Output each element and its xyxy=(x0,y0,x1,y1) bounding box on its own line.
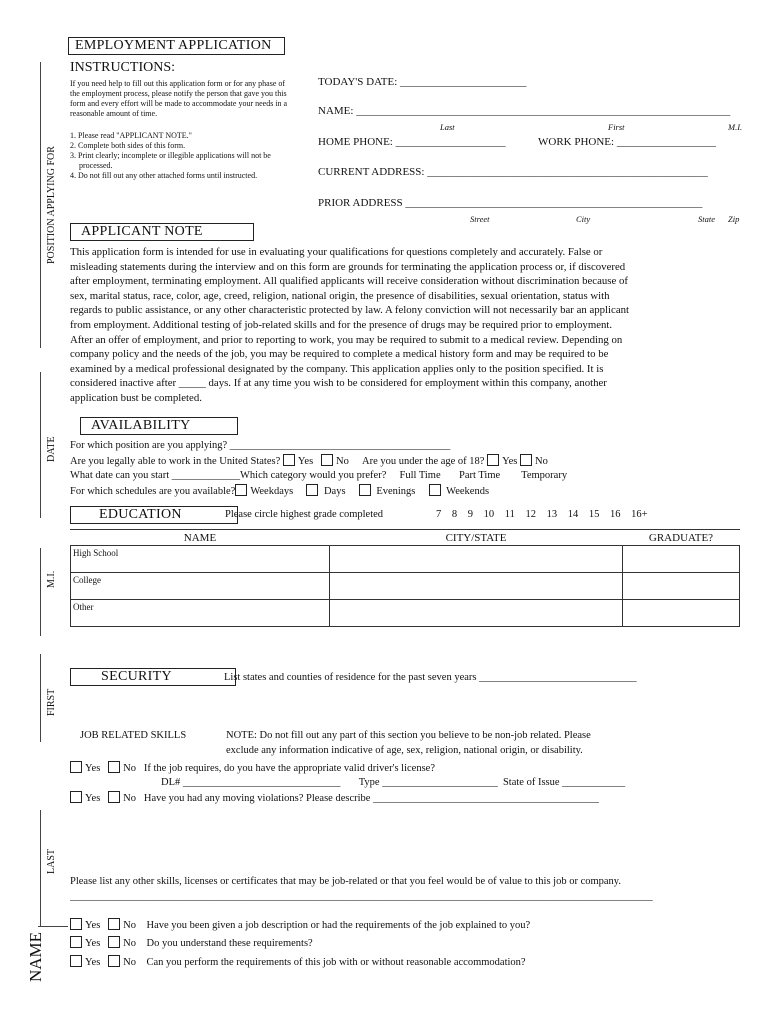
instructions-paragraph: If you need help to fill out this application form or for any phase of the employment process, please notify the person that gave you this form and every effort will be made to accommodate your needs in a reasonable amount of time. xyxy=(70,79,288,118)
education-instruction: Please circle highest grade completed xyxy=(225,509,384,520)
note-line: examined by a medical professional designated by the company. This application applies only to the position specified. It is xyxy=(70,362,604,375)
dl-row xyxy=(161,776,625,789)
license-no-checkbox[interactable] xyxy=(108,761,120,773)
grade-option[interactable]: 16 xyxy=(610,509,621,520)
cell-grad[interactable] xyxy=(623,545,740,572)
type-field[interactable]: Type ______________________ xyxy=(358,777,498,788)
legal-yes-checkbox[interactable] xyxy=(283,454,295,466)
note-line: application bust be completed. xyxy=(70,391,202,404)
page-title: EMPLOYMENT APPLICATION xyxy=(68,37,285,55)
note-line: company policy and the needs of the job, you may be required to complete a medical history form and may be required to be xyxy=(70,348,609,361)
availability-heading: AVAILABILITY xyxy=(80,417,238,435)
name-sub-mi: M.I. xyxy=(728,122,743,132)
understand-yes-label: Yes xyxy=(85,938,101,949)
note-line: misleading statements during the interview and on this form are grounds for terminating the application process or, if discovered xyxy=(70,260,626,273)
grade-option[interactable]: 11 xyxy=(504,509,515,520)
education-top-rule xyxy=(70,529,740,530)
license-no-label: No xyxy=(123,763,136,774)
moving-yes-checkbox[interactable] xyxy=(70,791,82,803)
note-line: after employment, terminating employment. All qualified applicants will receive consideration without discrimination because of xyxy=(70,275,628,288)
perform-no-label: No xyxy=(123,957,136,968)
note-line: After an offer of employment, and prior to reporting to work, you may be required to submit to a medical review. Depending on xyxy=(70,333,623,346)
last-label: LAST xyxy=(46,849,57,874)
age-no-label: No xyxy=(534,456,548,467)
date-label: DATE xyxy=(46,436,57,462)
instruction-steps xyxy=(70,131,305,181)
state-issue-field[interactable]: State of Issue ____________ xyxy=(502,777,626,788)
step-4: 4. Do not fill out any other attached forms until instructed. xyxy=(70,171,258,180)
description-no-label: No xyxy=(123,920,136,931)
addr-sub-street: Street xyxy=(470,214,490,224)
step-1: 1. Please read "APPLICANT NOTE." xyxy=(70,131,192,140)
grade-option[interactable]: 7 xyxy=(436,509,442,520)
grade-option[interactable]: 15 xyxy=(588,509,600,520)
row-label-other[interactable]: Other xyxy=(71,599,330,626)
understand-yes-checkbox[interactable] xyxy=(70,936,82,948)
legal-no-label: No xyxy=(336,456,349,467)
age-question: Are you under the age of 18? xyxy=(362,456,485,467)
license-row xyxy=(70,761,435,775)
security-heading: SECURITY xyxy=(70,668,236,686)
cell-city[interactable] xyxy=(330,572,623,599)
understand-no-label: No xyxy=(123,938,136,949)
legal-yes-label: Yes xyxy=(297,456,314,467)
margin-line-first xyxy=(40,654,41,742)
perform-question: Can you perform the requirements of this job with or without reasonable accommodation? xyxy=(146,957,526,968)
instructions-heading: INSTRUCTIONS: xyxy=(70,60,176,75)
legal-row xyxy=(70,454,548,468)
grade-option[interactable]: 8 xyxy=(451,509,458,520)
description-yes-label: Yes xyxy=(85,920,101,931)
grade-option[interactable]: 10 xyxy=(483,509,495,520)
evenings-checkbox[interactable] xyxy=(359,484,371,496)
note-line: regards to public assistance, or any other characteristic protected by law. A felony conviction will not necessarily bar an applicant xyxy=(70,304,630,317)
security-instruction[interactable]: List states and counties of residence for the past seven years ______________________________ xyxy=(224,672,637,683)
moving-yes-label: Yes xyxy=(85,793,101,804)
margin-line-position xyxy=(40,62,41,348)
step-2: 2. Complete both sides of this form. xyxy=(70,141,186,150)
category-question: Which category would you prefer? xyxy=(240,470,387,481)
other-skills-line[interactable]: _______________________________________________________________________________________________________________ xyxy=(70,891,653,902)
note-line: considered inactive after _____ days. If at any time you wish to be considered for employment within this company, another xyxy=(70,377,607,390)
understand-no-checkbox[interactable] xyxy=(108,936,120,948)
grade-option[interactable]: 16+ xyxy=(631,509,648,520)
full-time-option[interactable]: Full Time xyxy=(399,470,441,481)
cell-grad[interactable] xyxy=(623,572,740,599)
position-applying-label: POSITION APPLYING FOR xyxy=(46,146,57,264)
cell-grad[interactable] xyxy=(623,599,740,626)
schedule-row xyxy=(70,484,489,498)
table-row xyxy=(71,599,740,626)
note-line: from employment. Additional testing of job-related skills and for the presence of drugs may be required prior to employment. xyxy=(70,318,613,331)
moving-no-checkbox[interactable] xyxy=(108,791,120,803)
first-label: FIRST xyxy=(46,688,57,716)
understand-question: Do you understand these requirements? xyxy=(146,938,313,949)
perform-yes-label: Yes xyxy=(85,957,101,968)
skills-note-2: exclude any information indicative of age, sex, religion, national origin, or disability. xyxy=(226,745,583,756)
applicant-note-heading: APPLICANT NOTE xyxy=(70,223,254,241)
name-underline xyxy=(38,926,68,927)
grade-option[interactable]: 12 xyxy=(525,509,536,520)
col-name: NAME xyxy=(183,531,217,544)
position-question[interactable]: For which position are you applying? __________________________________________ xyxy=(70,440,451,451)
applicant-note-text xyxy=(70,245,740,406)
todays-date-field[interactable]: TODAY'S DATE: _______________________ xyxy=(318,76,527,88)
cell-city[interactable] xyxy=(330,599,623,626)
education-table xyxy=(70,531,740,627)
start-row xyxy=(70,469,567,482)
addr-sub-state: State xyxy=(698,214,715,224)
age-yes-checkbox[interactable] xyxy=(487,454,499,466)
legal-no-checkbox[interactable] xyxy=(321,454,333,466)
margin-line-last xyxy=(40,810,41,926)
mi-label: M.I. xyxy=(46,570,57,588)
skills-heading: JOB RELATED SKILLS xyxy=(80,730,187,741)
note-line: sex, marital status, race, color, age, creed, religion, national origin, the presence of disabilities, sexual orientation, status with xyxy=(70,289,610,302)
moving-question[interactable]: Have you had any moving violations? Please describe ___________________________________________ xyxy=(143,793,599,804)
education-heading: EDUCATION xyxy=(70,506,238,524)
addr-sub-city: City xyxy=(576,214,591,224)
days-label: Days xyxy=(323,486,346,497)
weekdays-label: Weekdays xyxy=(250,486,294,497)
weekdays-checkbox[interactable] xyxy=(235,484,247,496)
step-3-cont: processed. xyxy=(79,161,113,170)
dl-field[interactable]: DL# ______________________________ xyxy=(161,777,341,788)
table-row xyxy=(71,545,740,572)
name-sub-first: First xyxy=(608,122,625,132)
days-checkbox[interactable] xyxy=(306,484,318,496)
evenings-label: Evenings xyxy=(376,486,416,497)
cell-city[interactable] xyxy=(330,545,623,572)
note-line: This application form is intended for use in evaluating your qualifications for questions completely and accurately. False or xyxy=(70,246,603,258)
name-field[interactable]: NAME: ____________________________________________________________________ xyxy=(318,105,731,117)
moving-no-label: No xyxy=(123,793,136,804)
row-label-highschool[interactable]: High School xyxy=(71,545,330,572)
margin-line-date xyxy=(40,372,41,518)
schedule-question: For which schedules are you available? xyxy=(70,486,236,497)
current-address-field[interactable]: CURRENT ADDRESS: ___________________________________________________ xyxy=(318,166,708,178)
table-row xyxy=(71,572,740,599)
home-phone-field[interactable]: HOME PHONE: ____________________ xyxy=(318,136,506,148)
temporary-option[interactable]: Temporary xyxy=(521,470,568,481)
license-yes-checkbox[interactable] xyxy=(70,761,82,773)
age-no-checkbox[interactable] xyxy=(520,454,532,466)
license-yes-label: Yes xyxy=(85,763,101,774)
name-sub-last: Last xyxy=(440,122,455,132)
age-yes-label: Yes xyxy=(502,456,518,467)
step-3: 3. Print clearly; incomplete or illegible applications will not be xyxy=(70,151,271,160)
grade-option[interactable]: 14 xyxy=(567,509,579,520)
other-skills-question: Please list any other skills, licenses or certificates that may be job-related or that you feel would be of value to this job or company. xyxy=(70,876,621,887)
part-time-option[interactable]: Part Time xyxy=(459,470,501,481)
addr-sub-zip: Zip xyxy=(728,214,740,224)
description-no-checkbox[interactable] xyxy=(108,918,120,930)
col-grad: GRADUATE? xyxy=(648,531,714,544)
grade-option[interactable]: 13 xyxy=(546,509,558,520)
description-question: Have you been given a job description or had the requirements of the job explained to you? xyxy=(146,920,531,931)
weekends-checkbox[interactable] xyxy=(429,484,441,496)
perform-no-checkbox[interactable] xyxy=(108,955,120,967)
moving-row xyxy=(70,791,599,805)
grade-options xyxy=(436,508,648,521)
perform-row xyxy=(70,955,526,969)
description-row xyxy=(70,918,530,932)
legal-question: Are you legally able to work in the United States? xyxy=(70,456,281,467)
start-question[interactable]: What date can you start _____________ xyxy=(70,470,240,481)
prior-address-field[interactable]: PRIOR ADDRESS ______________________________________________________ xyxy=(318,197,703,209)
row-label-college[interactable]: College xyxy=(71,572,330,599)
col-city: CITY/STATE xyxy=(445,531,507,544)
skills-note-1: NOTE: Do not fill out any part of this section you believe to be non-job related. Please xyxy=(226,730,591,741)
margin-line-mi xyxy=(40,548,41,636)
grade-option[interactable]: 9 xyxy=(467,509,473,520)
work-phone-field[interactable]: WORK PHONE: __________________ xyxy=(538,136,716,148)
weekends-label: Weekends xyxy=(446,486,490,497)
license-question: If the job requires, do you have the appropriate valid driver's license? xyxy=(143,763,435,774)
perform-yes-checkbox[interactable] xyxy=(70,955,82,967)
name-label: NAME xyxy=(26,931,45,982)
description-yes-checkbox[interactable] xyxy=(70,918,82,930)
understand-row xyxy=(70,936,313,950)
